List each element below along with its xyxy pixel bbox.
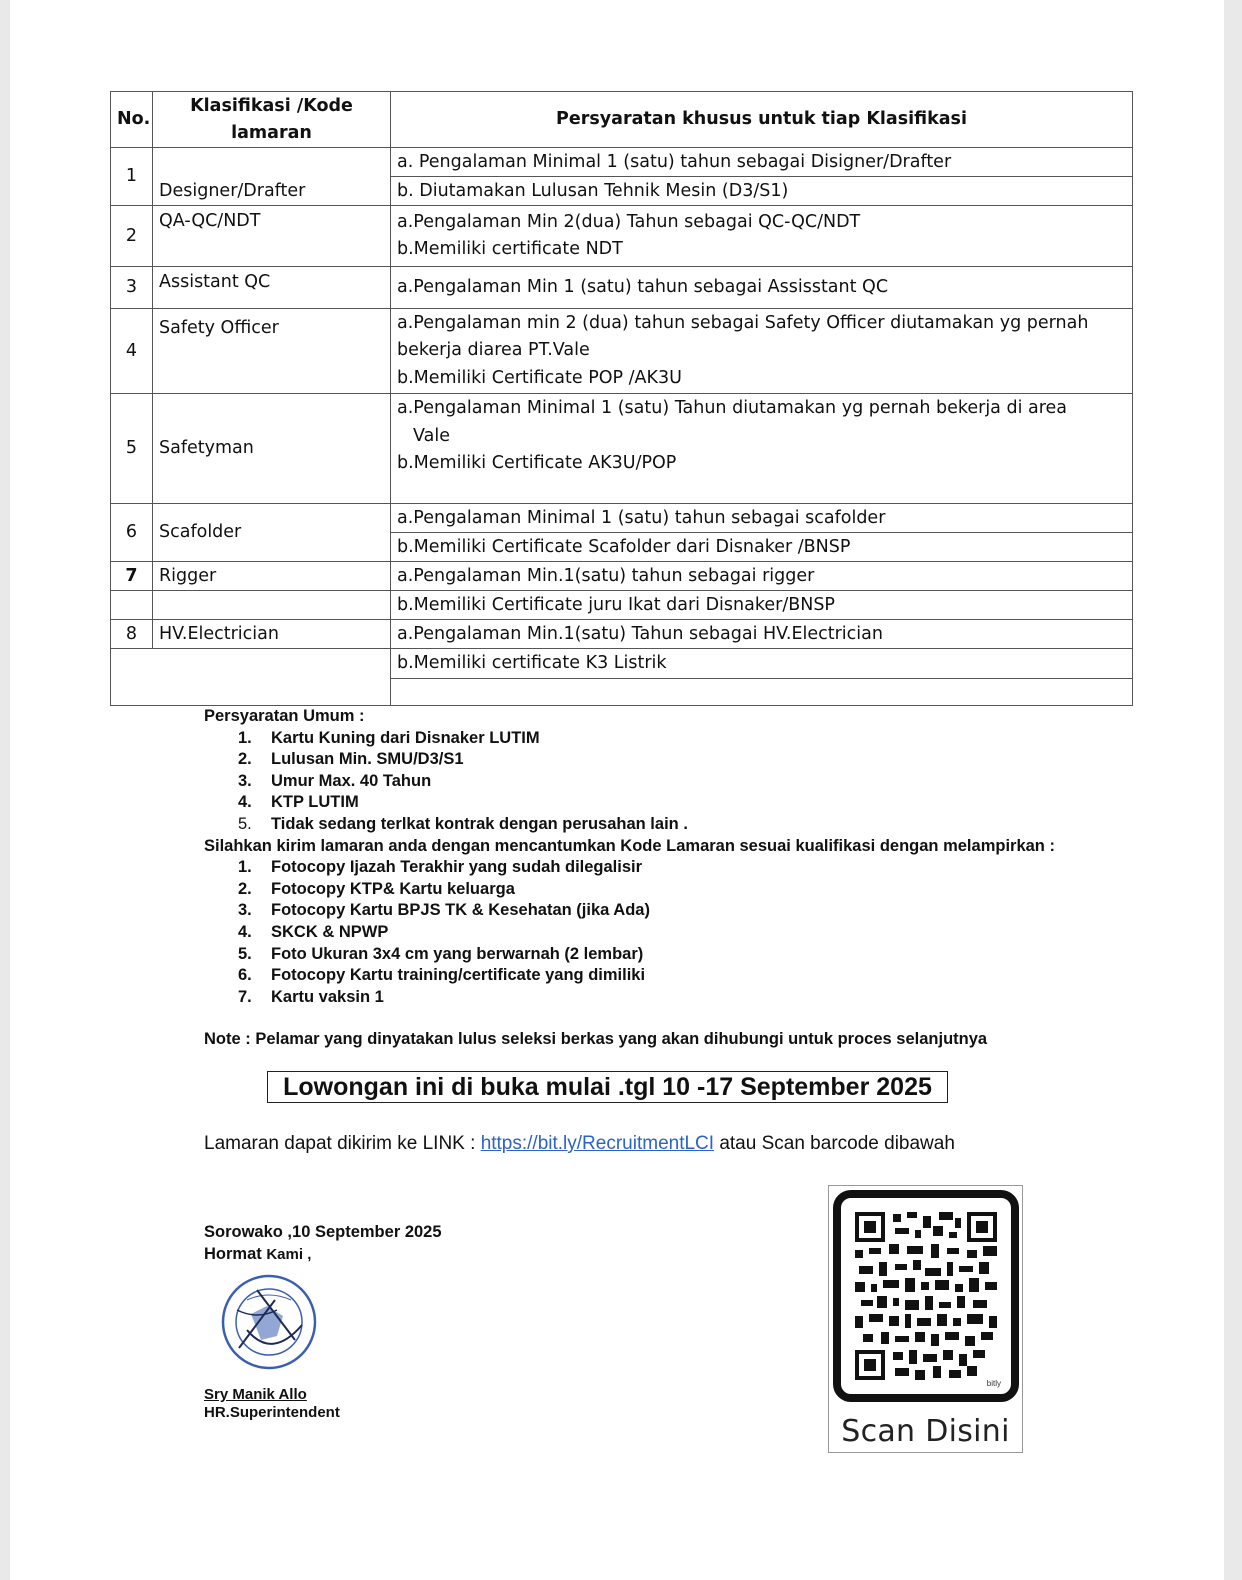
row-classification: Rigger <box>153 562 391 591</box>
list-item: 4. SKCK & NPWP <box>238 922 389 941</box>
qr-card <box>828 1185 1023 1453</box>
list-item: 4. KTP LUTIM <box>238 793 359 812</box>
table-row <box>111 394 1133 504</box>
list-item: 3. Fotocopy Kartu BPJS TK & Kesehatan (jika Ada) <box>238 901 650 920</box>
general-list <box>238 728 1055 836</box>
row-classification: HV.Electrician <box>153 620 391 649</box>
qr-tag: bitly <box>986 1379 1001 1388</box>
general-requirements <box>204 706 1055 1051</box>
greeting: Hormat Kami , <box>204 1245 312 1263</box>
row-requirement: a.Pengalaman Min.1(satu) Tahun sebagai HV.Electrician <box>391 620 1133 649</box>
row-number: 2 <box>111 206 153 267</box>
table-row <box>111 504 1133 533</box>
row-requirement: b.Memiliki Certificate Scafolder dari Disnaker /BNSP <box>391 533 1133 562</box>
row-classification: Safetyman <box>153 394 391 504</box>
row-classification: Assistant QC <box>153 267 391 309</box>
table-row <box>111 206 1133 267</box>
link-suffix: atau Scan barcode dibawah <box>714 1133 955 1154</box>
list-item: 6. Fotocopy Kartu training/certificate yang dimiliki <box>238 966 646 985</box>
list-item: 5. Tidak sedang terlkat kontrak dengan perusahan lain . <box>238 814 688 833</box>
opening-period-banner: Lowongan ini di buka mulai .tgl 10 -17 September 2025 <box>267 1071 948 1103</box>
row-classification: Designer/Drafter <box>153 148 391 206</box>
row-number: 3 <box>111 267 153 309</box>
list-item: 1. Kartu Kuning dari Disnaker LUTIM <box>238 728 540 747</box>
scan-caption: Scan Disini <box>841 1414 1010 1449</box>
requirement-line: b.Memiliki certificate NDT <box>397 239 623 259</box>
link-prefix: Lamaran dapat dikirim ke LINK : <box>204 1133 481 1154</box>
row-classification: Scafolder <box>153 504 391 562</box>
empty-requirement <box>391 679 1133 706</box>
list-item: 2. Fotocopy KTP& Kartu keluarga <box>238 879 515 898</box>
application-link-line <box>204 1133 955 1155</box>
list-item: 3. Umur Max. 40 Tahun <box>238 771 432 790</box>
attachment-list <box>238 857 1055 1008</box>
requirement-line: Vale <box>413 425 450 446</box>
requirement-line: a.Pengalaman Minimal 1 (satu) Tahun diutamakan yg pernah bekerja di area <box>397 398 1068 418</box>
qr-frame[interactable] <box>833 1190 1019 1402</box>
requirement-line: bekerja diarea PT.Vale <box>397 340 590 361</box>
place-date: Sorowako ,10 September 2025 <box>204 1223 442 1241</box>
row-requirement: a.Pengalaman Min.1(satu) tahun sebagai rigger <box>391 562 1133 591</box>
row-number: 1 <box>111 148 153 206</box>
signer-block <box>204 1386 340 1422</box>
list-item: 1. Fotocopy Ijazah Terakhir yang sudah dilegalisir <box>238 858 643 877</box>
empty-cell <box>111 649 391 706</box>
requirement-line: b.Memiliki Certificate AK3U/POP <box>397 453 677 473</box>
row-number: 6 <box>111 504 153 562</box>
row-number: 8 <box>111 620 153 649</box>
list-item: 2. Lulusan Min. SMU/D3/S1 <box>238 750 464 769</box>
requirement-line: b.Memiliki Certificate POP /AK3U <box>397 367 682 388</box>
table-row <box>111 148 1133 177</box>
header-no: No. <box>111 92 153 148</box>
row-requirement: a. Pengalaman Minimal 1 (satu) tahun sebagai Disigner/Drafter <box>391 148 1133 177</box>
row-number: 4 <box>111 309 153 394</box>
instruction-text: Silahkan kirim lamaran anda dengan mencantumkan Kode Lamaran sesuai kualifikasi dengan melampirkan : <box>204 836 1055 855</box>
company-stamp-icon <box>217 1270 321 1374</box>
qr-code-icon <box>855 1212 997 1380</box>
row-requirement <box>391 394 1133 504</box>
row-classification-empty <box>153 591 391 620</box>
row-requirement: b.Memiliki Certificate juru Ikat dari Disnaker/BNSP <box>391 591 1133 620</box>
row-requirement: a.Pengalaman Min 1 (satu) tahun sebagai Assisstant QC <box>391 267 1133 309</box>
signer-name: Sry Manik Allo <box>204 1386 307 1403</box>
requirements-table <box>110 91 1133 706</box>
table-row <box>111 649 1133 679</box>
requirement-line: a.Pengalaman Min 2(dua) Tahun sebagai QC-QC/NDT <box>397 211 861 232</box>
header-klasifikasi: Klasifikasi /Kode lamaran <box>153 92 391 148</box>
signer-position: HR.Superintendent <box>204 1404 340 1421</box>
signature-block <box>204 1221 442 1266</box>
note-text: Note : Pelamar yang dinyatakan lulus seleksi berkas yang akan dihubungi untuk proces selanjutnya <box>204 1030 988 1049</box>
document-page <box>10 0 1224 1580</box>
list-item: 7. Kartu vaksin 1 <box>238 987 384 1006</box>
requirement-line: a.Pengalaman min 2 (dua) tahun sebagai Safety Officer diutamakan yg pernah <box>397 312 1089 333</box>
table-row <box>111 620 1133 649</box>
row-number: 5 <box>111 394 153 504</box>
row-classification: QA-QC/NDT <box>153 206 391 267</box>
table-row <box>111 591 1133 620</box>
list-item: 5. Foto Ukuran 3x4 cm yang berwarnah (2 lembar) <box>238 944 644 963</box>
row-requirement <box>391 309 1133 394</box>
table-row <box>111 267 1133 309</box>
row-number: 7 <box>111 562 153 591</box>
row-requirement <box>391 206 1133 267</box>
row-requirement: b.Memiliki certificate K3 Listrik <box>391 649 1133 679</box>
row-requirement: b. Diutamakan Lulusan Tehnik Mesin (D3/S1) <box>391 177 1133 206</box>
general-title: Persyaratan Umum : <box>204 707 365 725</box>
row-requirement: a.Pengalaman Minimal 1 (satu) tahun sebagai scafolder <box>391 504 1133 533</box>
row-number-empty <box>111 591 153 620</box>
recruitment-link[interactable]: https://bit.ly/RecruitmentLCI <box>480 1133 715 1154</box>
header-persyaratan: Persyaratan khusus untuk tiap Klasifikasi <box>391 92 1133 148</box>
row-classification: Safety Officer <box>153 309 391 394</box>
table-row <box>111 309 1133 394</box>
table-row <box>111 562 1133 591</box>
